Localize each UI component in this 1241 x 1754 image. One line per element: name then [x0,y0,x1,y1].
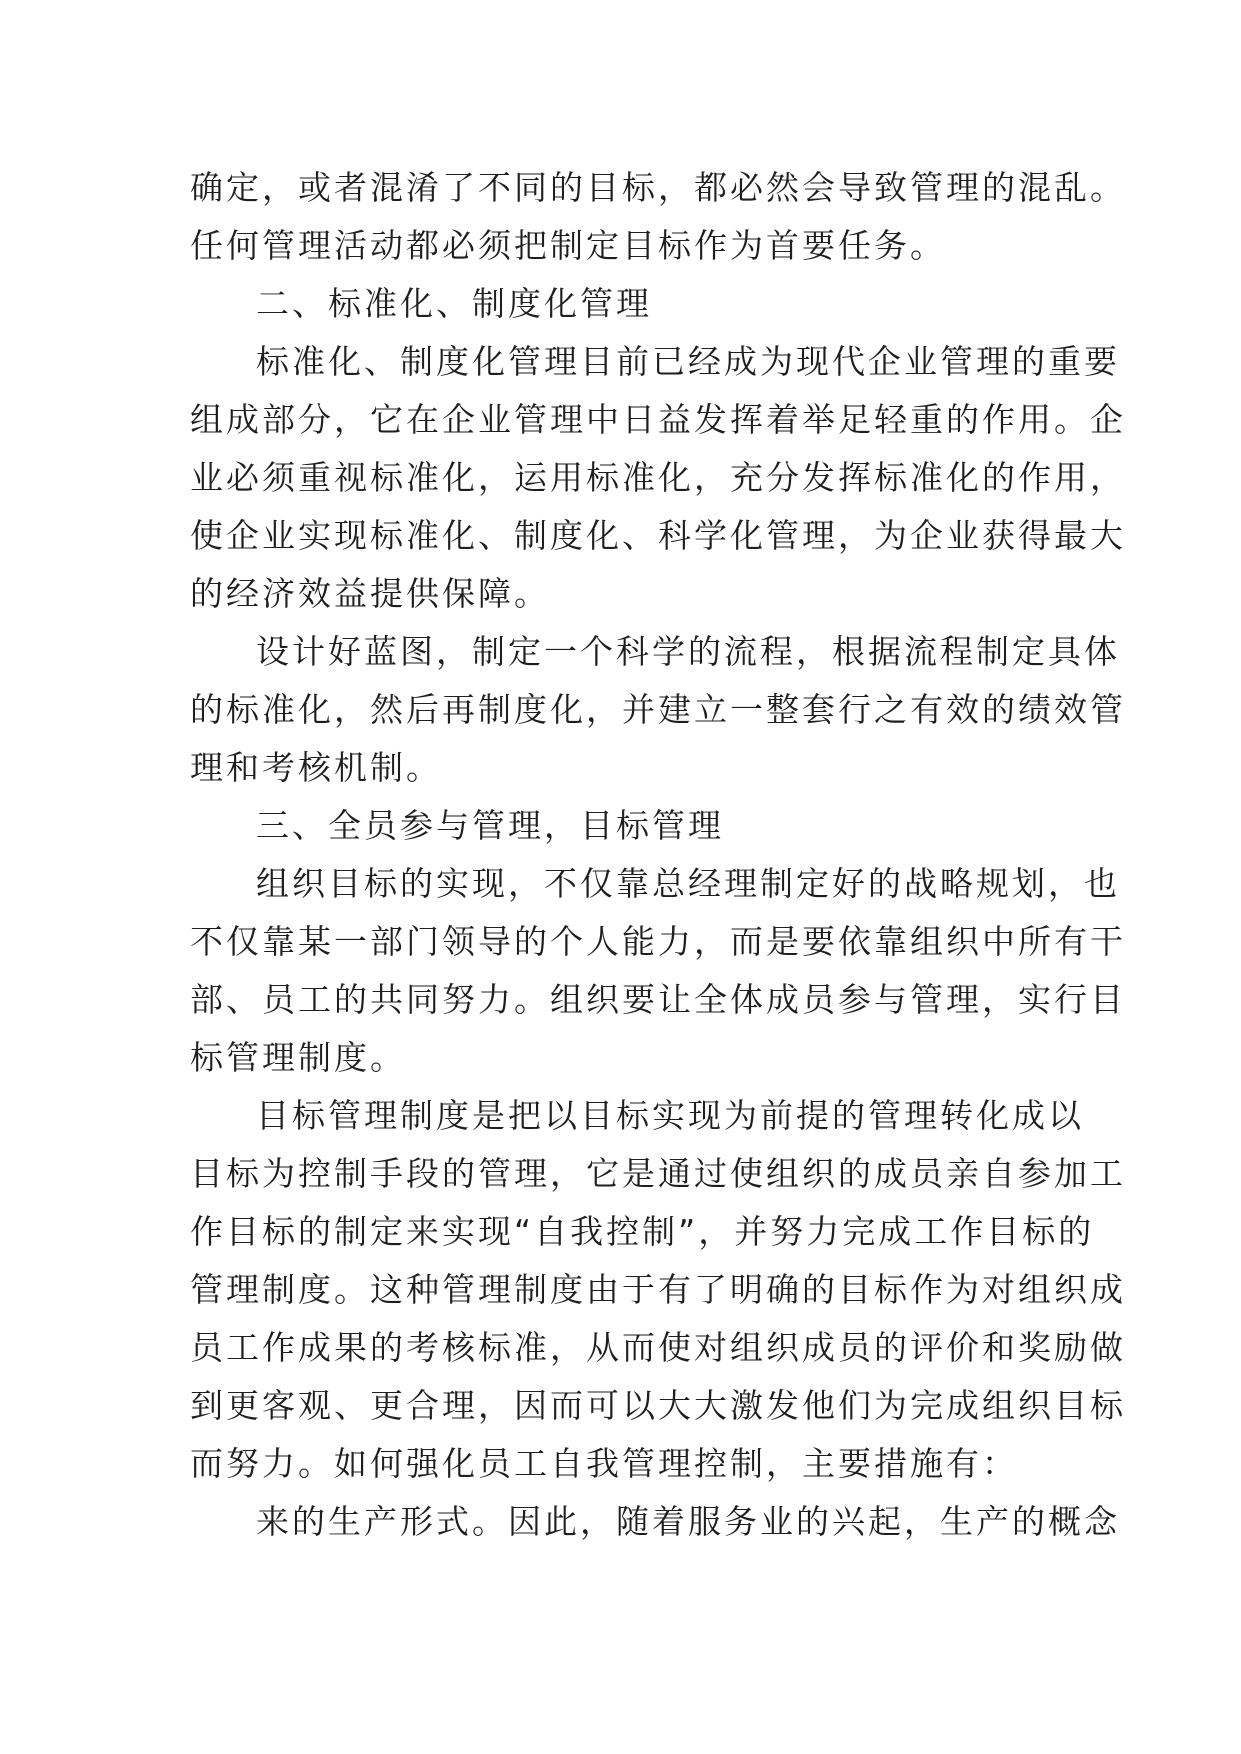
section-heading: 二、标准化、制度化管理 [256,284,652,323]
text-line: 的标准化，然后再制度化，并建立一整套行之有效的绩效管 [190,690,1126,729]
text-line: 标准化、制度化管理目前已经成为现代企业管理的重要 [256,342,1120,381]
text-line: 业必须重视标准化，运用标准化，充分发挥标准化的作用， [190,458,1126,497]
text-line: 目标管理制度是把以目标实现为前提的管理转化成以 [256,1096,1084,1135]
text-line: 管理制度。这种管理制度由于有了明确的目标作为对组织成 [190,1270,1126,1309]
text-line: 而努力。如何强化员工自我管理控制，主要措施有： [190,1444,1018,1483]
text-line: 不仅靠某一部门领导的个人能力，而是要依靠组织中所有干 [190,922,1126,961]
text-line: 部、员工的共同努力。组织要让全体成员参与管理，实行目 [190,980,1126,1019]
text-line: 组织目标的实现，不仅靠总经理制定好的战略规划，也 [256,864,1120,903]
text-line: 任何管理活动都必须把制定目标作为首要任务。 [190,226,946,265]
text-line: 标管理制度。 [190,1038,406,1077]
text-line: 到更客观、更合理，因而可以大大激发他们为完成组织目标 [190,1386,1126,1425]
section-heading: 三、全员参与管理，目标管理 [256,806,724,845]
text-line: 员工作成果的考核标准，从而使对组织成员的评价和奖励做 [190,1328,1126,1367]
text-line: 组成部分，它在企业管理中日益发挥着举足轻重的作用。企 [190,400,1126,439]
text-line: 使企业实现标准化、制度化、科学化管理，为企业获得最大 [190,516,1126,555]
text-line: 来的生产形式。因此，随着服务业的兴起，生产的概念 [256,1502,1120,1541]
text-line: 目标为控制手段的管理，它是通过使组织的成员亲自参加工 [190,1154,1126,1193]
text-line: 确定，或者混淆了不同的目标，都必然会导致管理的混乱。 [190,168,1126,207]
text-line: 理和考核机制。 [190,748,442,787]
text-line: 设计好蓝图，制定一个科学的流程，根据流程制定具体 [256,632,1120,671]
text-line: 的经济效益提供保障。 [190,574,550,613]
text-line: 作目标的制定来实现“自我控制”，并努力完成工作目标的 [190,1212,1095,1251]
